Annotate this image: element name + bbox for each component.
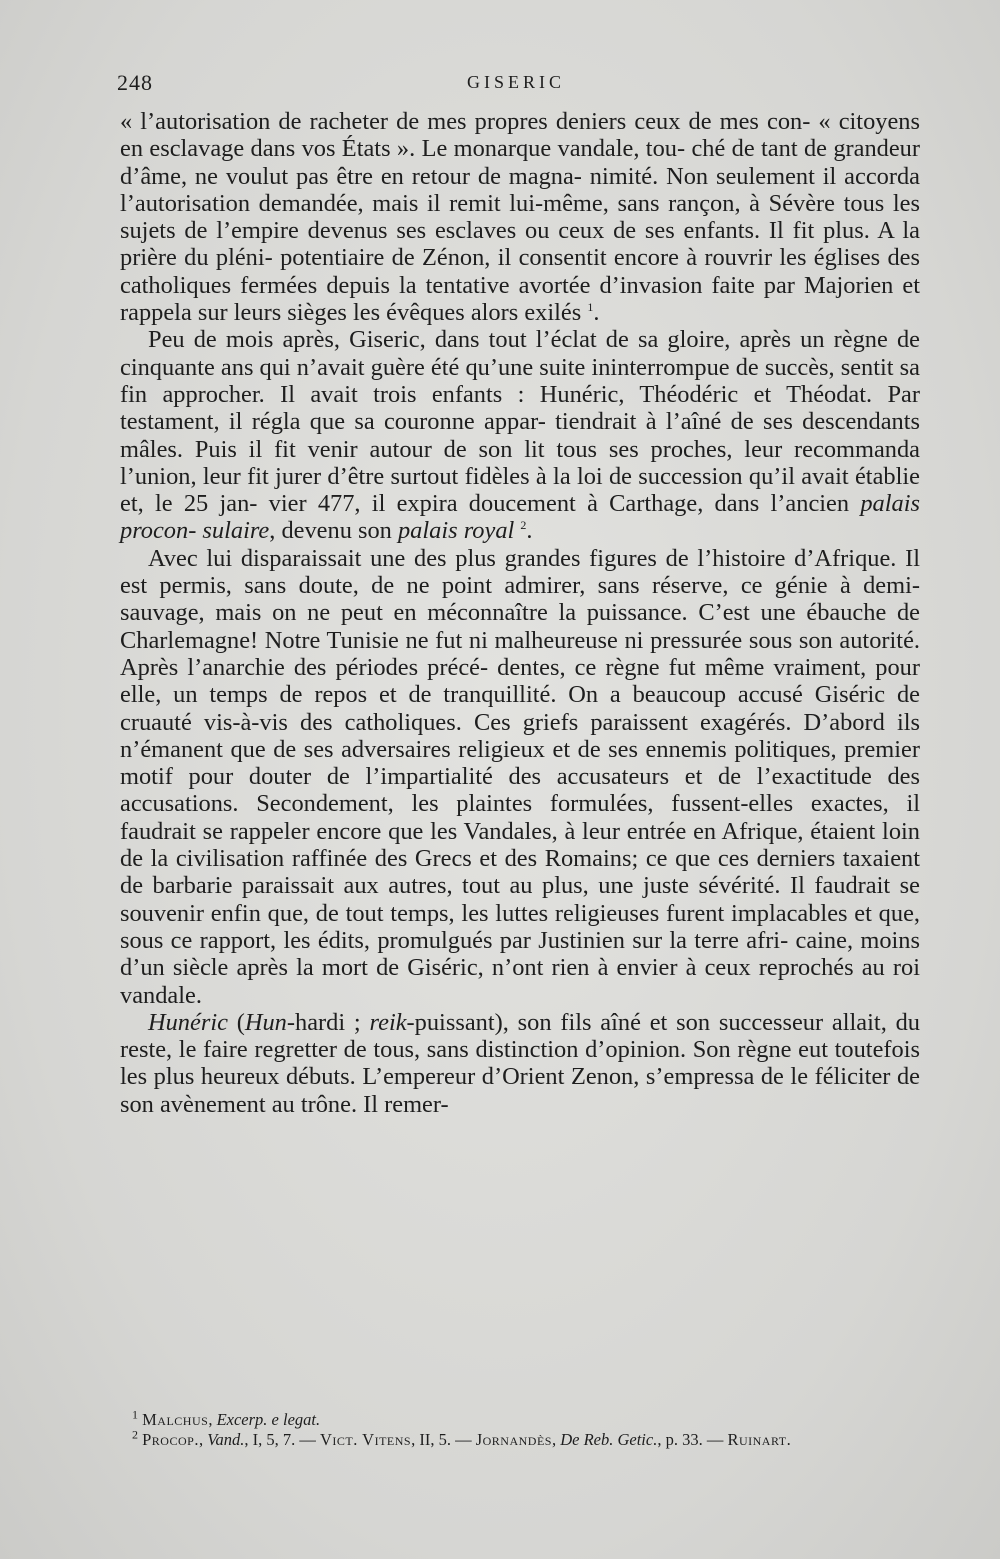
footnote: $^1$ Malchus, Excerp. e legat.: [132, 1407, 321, 1429]
paragraph-text: Avec lui disparaissait une des plus grandes figures de l’histoire d’Afrique. Il est permis, sans doute, de ne point admirer, sans réserve, ce génie à demi-sauvage, mais on ne peut en méconnaître la puissance. C’est une ébauche de Charlemagne! Notre Tunisie ne fut ni malheureuse ni pressurée sous son autorité. Après l’anarchie des périodes précé- dentes, ce règne fut même vraiment, pour elle, un temps de repos et de tranquillité. On a beaucoup accusé Giséric de cruauté vis-à-vis des catholiques. Ces griefs paraissent exagérés. D’abord ils n’émanent que de ses adversaires religieux et de ses ennemis politiques, premier motif pour douter de l’impartialité des accusateurs et de l’exactitude des accusations. Secondement, les plaintes formulées, fussent-elles exactes, il faudrait se rappeler encore que les Vandales, à leur entrée en Afrique, étaient loin de la civilisation raffinée des Grecs et des Romains; ce que ces derniers taxaient de barbarie paraissait aux autres, tout au plus, une juste sévérité. Il faudrait se souvenir enfin que, de tout temps, les luttes religieuses furent implacables et que, sous ce rapport, les édits, promulgués par Justinien sur la terre afri- caine, moins d’un siècle après la mort de Giséric, n’ont rien à envier à ceux reprochés au roi vandale.: [120, 544, 920, 1009]
footnote-ref-text: , II, 5. —: [411, 1430, 476, 1449]
footnotes: [132, 1407, 922, 1450]
body-text: [120, 108, 920, 1118]
footnote-author: Malchus: [142, 1410, 209, 1429]
italic-term: Hunéric: [148, 1008, 228, 1036]
italic-term: palais royal: [397, 517, 515, 545]
paragraph: Peu de mois après, Giseric, dans tout l’éclat de sa gloire, après un règne de cinquante ans qui n’avait guère été qu’une suite ininterrompue de succès, sentit sa fin approcher. Il avait trois enfants : Hunéric, Théodéric et Théodat. Par testament, il régla que sa couronne appar- tiendrait à l’aîné de ses descendants mâles. Puis il fit venir autour de son lit tous ses proches, leur recommanda l’union, leur fit jurer d’être surtout fidèles à la loi de succession qu’il avait établie et, le 25 jan- vier 477, il expira doucement à Carthage, dans l’ancien palais procon- sulaire, devenu son palais royal $^2$.: [120, 326, 920, 545]
paragraph-text: , devenu son: [269, 517, 392, 545]
italic-term: palais procon- sulaire: [120, 490, 920, 545]
footnote-work: De Reb. Getic.: [560, 1430, 658, 1449]
paragraph: [120, 545, 920, 1009]
footnote-ref: 2: [520, 518, 527, 533]
paragraph-text: « l’autorisation de racheter de mes propres deniers ceux de mes con- « citoyens en esclavage dans vos États ». Le monarque vandale, tou- ché de tant de grandeur d’âme, ne voulut pas être en retour de magna- nimité. Non seulement il accorda l’autorisation demandée, mais il remit lui-même, sans rançon, à Sévère tous les sujets de l’empire devenus ses esclaves ou ceux de ses enfants. Il fit plus. A la prière du pléni- potentiaire de Zénon, il consentit encore à rouvrir les églises des catholiques fermées depuis la tentative avortée d’invasion faite par Majorien et rappela sur leurs sièges les évêques alors exilés: [120, 108, 920, 327]
paragraph: « l’autorisation de racheter de mes propres deniers ceux de mes con- « citoyens en esclavage dans vos États ». Le monarque vandale, tou- ché de tant de grandeur d’âme, ne voulut pas être en retour de magna- nimité. Non seulement il accorda l’autorisation demandée, mais il remit lui-même, sans rançon, à Sévère tous les sujets de l’empire devenus ses esclaves ou ceux de ses enfants. Il fit plus. A la prière du pléni- potentiaire de Zénon, il consentit encore à rouvrir les églises des catholiques fermées depuis la tentative avortée d’invasion faite par Majorien et rappela sur leurs sièges les évêques alors exilés $^1$.: [120, 108, 920, 327]
footnote-number: 1: [132, 1407, 138, 1422]
paragraph-text: -hardi ;: [286, 1008, 370, 1036]
footnote-ref-text: , I, 5, 7. —: [244, 1430, 320, 1449]
footnote-work: Vand.: [207, 1430, 245, 1449]
paragraph-text: (: [227, 1008, 245, 1036]
paragraph-text: Peu de mois après, Giseric, dans tout l’éclat de sa gloire, après un règne de cinquante ans qui n’avait guère été qu’une suite ininterrompue de succès, sentit sa fin approcher. Il avait trois enfants : Hunéric, Théodéric et Théodat. Par testament, il régla que sa couronne appar- tiendrait à l’aîné de ses descendants mâles. Puis il fit venir autour de son lit tous ses proches, leur recommanda l’union, leur fit jurer d’être surtout fidèles à la loi de succession qu’il avait établie et, le 25 jan- vier 477, il expira doucement à Carthage, dans l’ancien: [120, 326, 920, 518]
footnote-ref: 1: [587, 299, 594, 314]
footnote: $^2$ Procop., Vand., I, 5, 7. — Vict. Vitens, II, 5. — Jornandès, De Reb. Getic., p. 33. — Ruinart.: [132, 1427, 792, 1449]
footnote-author: Jornandès: [475, 1430, 552, 1449]
footnote-author: Procop.: [142, 1430, 199, 1449]
footnote-ref-text: , p. 33. —: [657, 1430, 724, 1449]
italic-term: Hun: [244, 1008, 287, 1036]
page-header: [117, 70, 917, 100]
page-number: 248: [117, 70, 153, 95]
footnote-number: 2: [132, 1427, 138, 1442]
italic-term: reik: [369, 1008, 407, 1036]
running-head: GISERIC: [467, 72, 566, 92]
paragraph-text: -puissant), son fils aîné et son successeur allait, du reste, le faire regretter de tous, sans distinction d’opinion. Son règne eut toutefois les plus heureux débuts. L’empereur d’Orient Zenon, s’empressa de le féliciter de son avènement au trône. Il remer-: [120, 1008, 920, 1118]
footnote-author: Ruinart.: [727, 1430, 792, 1449]
footnote-work: Excerp. e legat.: [216, 1410, 321, 1429]
paragraph: [120, 1009, 920, 1118]
footnote-author: Vict. Vitens: [319, 1430, 412, 1449]
